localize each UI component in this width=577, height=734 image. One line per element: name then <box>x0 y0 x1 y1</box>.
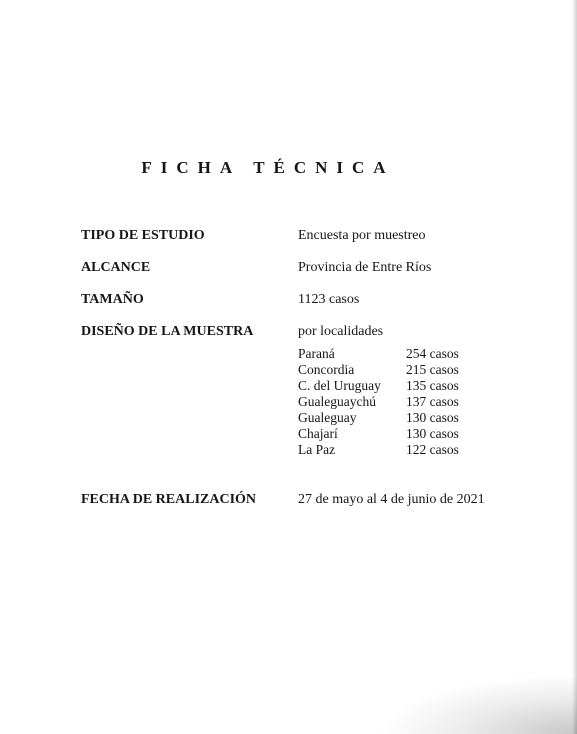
tipo-de-estudio-label: TIPO DE ESTUDIO <box>81 228 205 243</box>
tamano-value: 1123 casos <box>298 292 360 307</box>
tipo-de-estudio-value: Encuesta por muestreo <box>298 228 426 243</box>
localidad-name: C. del Uruguay <box>298 378 381 393</box>
localidad-name: Chajarí <box>298 426 338 441</box>
diseno-muestra-label: DISEÑO DE LA MUESTRA <box>81 324 254 339</box>
localidad-count: 137 casos <box>406 394 459 409</box>
localidad-count: 130 casos <box>406 410 459 425</box>
localidad-count: 254 casos <box>406 346 459 361</box>
localidad-name: Concordia <box>298 362 355 377</box>
alcance-label: ALCANCE <box>81 260 151 275</box>
localidad-name: La Paz <box>298 442 336 457</box>
localidad-count: 215 casos <box>406 362 459 377</box>
page-curl-shadow <box>377 674 577 734</box>
localidad-count: 135 casos <box>406 378 459 393</box>
localidad-name: Gualeguay <box>298 410 357 425</box>
localidad-count: 130 casos <box>406 426 459 441</box>
fecha-realizacion-value: 27 de mayo al 4 de junio de 2021 <box>298 492 485 507</box>
alcance-value: Provincia de Entre Ríos <box>298 260 432 275</box>
diseno-muestra-value: por localidades <box>298 324 384 339</box>
localidad-name: Gualeguaychú <box>298 394 376 409</box>
page-edge-shadow <box>572 0 577 734</box>
localidad-count: 122 casos <box>406 442 459 457</box>
tamano-label: TAMAÑO <box>81 292 144 307</box>
fecha-realizacion-label: FECHA DE REALIZACIÓN <box>81 492 257 507</box>
localidad-name: Paraná <box>298 346 335 361</box>
page-title: FICHA TÉCNICA <box>141 158 395 177</box>
